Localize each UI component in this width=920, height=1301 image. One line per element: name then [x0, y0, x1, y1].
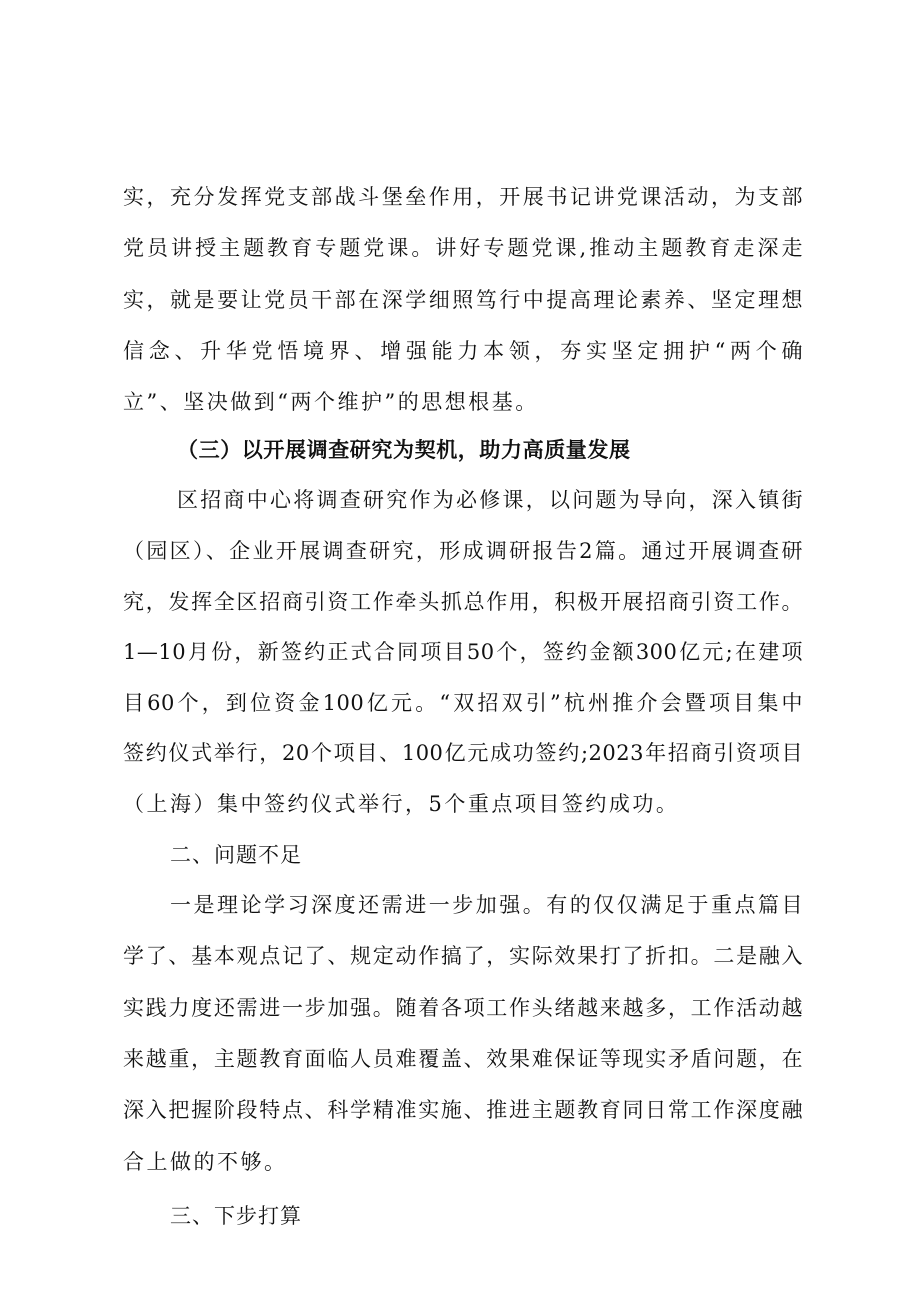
paragraph-line: 1—10月份，新签约正式合同项目50个，签约金额300亿元;在建项	[123, 640, 803, 664]
paragraph-line: 深入把握阶段特点、科学精准实施、推进主题教育同日常工作深度融	[123, 1098, 803, 1122]
paragraph-line: 实，就是要让党员干部在深学细照笃行中提高理论素养、坚定理想	[123, 288, 803, 312]
paragraph-line: （园区）、企业开展调查研究，形成调研报告2篇。通过开展调查研	[123, 539, 803, 563]
paragraph-line: 立”、坚决做到“两个维护”的思想根基。	[123, 390, 539, 414]
paragraph-line: 区招商中心将调查研究作为必修课，以问题为导向，深入镇街	[177, 488, 803, 512]
paragraph-line: 目60个，到位资金100亿元。“双招双引”杭州推介会暨项目集中	[123, 691, 803, 715]
paragraph-line: 学了、基本观点记了、规定动作搞了，实际效果打了折扣。二是融入	[123, 944, 803, 968]
paragraph-line: 实，充分发挥党支部战斗堡垒作用，开展书记讲党课活动，为支部	[123, 185, 803, 209]
paragraph-line: 一是理论学习深度还需进一步加强。有的仅仅满足于重点篇目	[170, 893, 803, 917]
section-title: 二、问题不足	[170, 843, 302, 867]
subsection-title: （三）以开展调查研究为契机，助力高质量发展	[177, 438, 631, 462]
paragraph-line: 签约仪式举行，20个项目、100亿元成功签约;2023年招商引资项目	[123, 741, 803, 765]
paragraph-line: 党员讲授主题教育专题党课。讲好专题党课,推动主题教育走深走	[123, 236, 803, 260]
paragraph-line: 究，发挥全区招商引资工作牵头抓总作用，积极开展招商引资工作。	[123, 590, 803, 614]
section-title: 三、下步打算	[170, 1204, 302, 1228]
paragraph-line: 来越重，主题教育面临人员难覆盖、效果难保证等现实矛盾问题，在	[123, 1047, 803, 1071]
paragraph-line: 合上做的不够。	[123, 1150, 288, 1174]
paragraph-line: 实践力度还需进一步加强。随着各项工作头绪越来越多，工作活动越	[123, 996, 803, 1020]
paragraph-line: （上海）集中签约仪式举行，5个重点项目签约成功。	[123, 792, 680, 816]
paragraph-line: 信念、升华党悟境界、增强能力本领，夯实坚定拥护“两个确	[123, 339, 803, 363]
